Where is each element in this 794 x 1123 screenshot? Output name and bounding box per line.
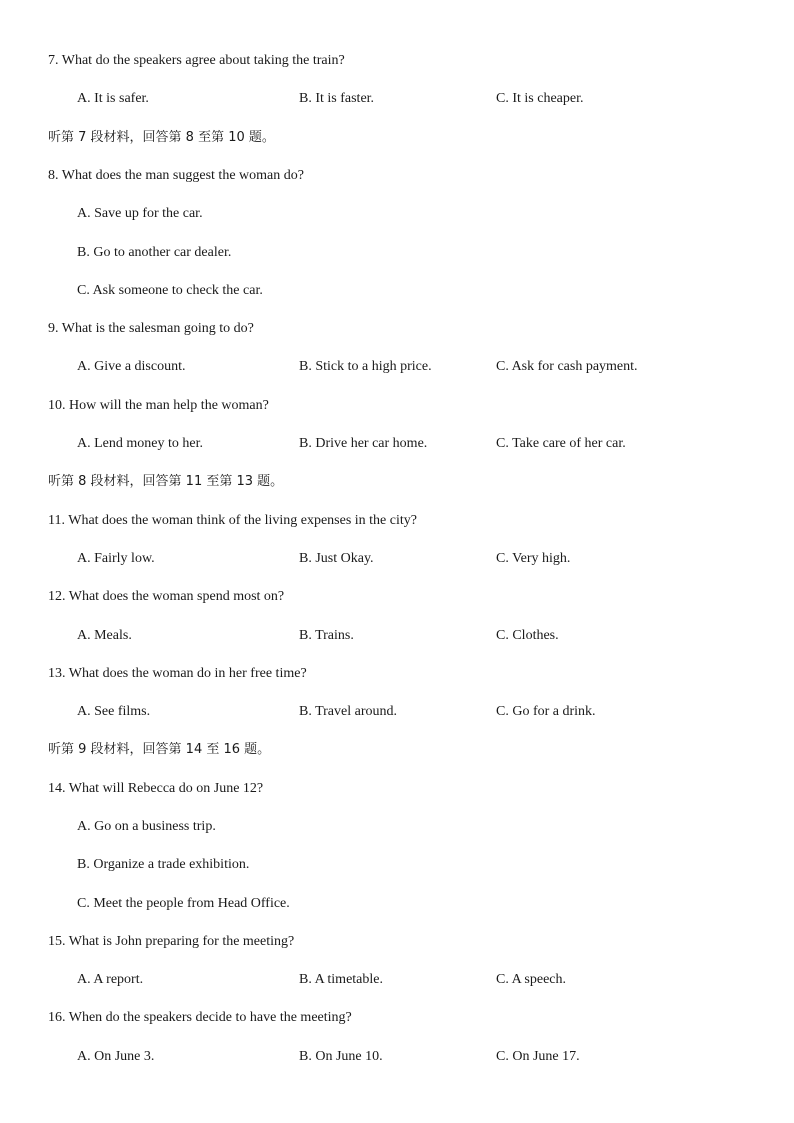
option-c: C. Take care of her car. xyxy=(496,436,626,451)
option-a: A. A report. xyxy=(77,972,144,987)
question-text: 10. How will the man help the woman? xyxy=(48,398,269,413)
option-b: B. Just Okay. xyxy=(299,551,374,566)
question-text: 16. When do the speakers decide to have the meeting? xyxy=(48,1010,352,1025)
option-b: B. Stick to a high price. xyxy=(299,359,432,374)
option-line: C. Ask someone to check the car. xyxy=(77,283,263,298)
option-a: A. Give a discount. xyxy=(77,359,186,374)
question-text: 8. What does the man suggest the woman do? xyxy=(48,168,304,183)
option-a: A. See films. xyxy=(77,704,151,719)
option-a: A. Meals. xyxy=(77,628,132,643)
option-b: B. Travel around. xyxy=(299,704,397,719)
option-line: C. Meet the people from Head Office. xyxy=(77,896,290,911)
question-text: 7. What do the speakers agree about taking the train? xyxy=(48,53,345,68)
option-b: B. Trains. xyxy=(299,628,354,643)
option-b: B. Drive her car home. xyxy=(299,436,428,451)
option-c: C. Very high. xyxy=(496,551,571,566)
option-line: B. Organize a trade exhibition. xyxy=(77,857,250,872)
option-c: C. Go for a drink. xyxy=(496,704,596,719)
option-a: A. Fairly low. xyxy=(77,551,155,566)
option-c: C. Ask for cash payment. xyxy=(496,359,638,374)
option-c: C. It is cheaper. xyxy=(496,91,584,106)
option-a: A. It is safer. xyxy=(77,91,149,106)
question-text: 13. What does the woman do in her free time? xyxy=(48,666,307,681)
option-c: C. Clothes. xyxy=(496,628,559,643)
option-a: A. On June 3. xyxy=(77,1049,155,1064)
question-text: 9. What is the salesman going to do? xyxy=(48,321,254,336)
option-line: A. Save up for the car. xyxy=(77,206,203,221)
option-b: B. On June 10. xyxy=(299,1049,383,1064)
question-text: 15. What is John preparing for the meeting? xyxy=(48,934,295,949)
section-instruction: 听第 7 段材料，回答第 8 至第 10 题。 xyxy=(48,130,275,145)
question-text: 14. What will Rebecca do on June 12? xyxy=(48,781,264,796)
option-c: C. A speech. xyxy=(496,972,566,987)
option-line: B. Go to another car dealer. xyxy=(77,245,232,260)
section-instruction: 听第 9 段材料，回答第 14 至 16 题。 xyxy=(48,742,271,757)
option-a: A. Lend money to her. xyxy=(77,436,203,451)
section-instruction: 听第 8 段材料，回答第 11 至第 13 题。 xyxy=(48,474,284,489)
option-line: A. Go on a business trip. xyxy=(77,819,216,834)
option-b: B. It is faster. xyxy=(299,91,375,106)
question-text: 12. What does the woman spend most on? xyxy=(48,589,285,604)
question-text: 11. What does the woman think of the living expenses in the city? xyxy=(48,513,417,528)
option-b: B. A timetable. xyxy=(299,972,383,987)
option-c: C. On June 17. xyxy=(496,1049,580,1064)
